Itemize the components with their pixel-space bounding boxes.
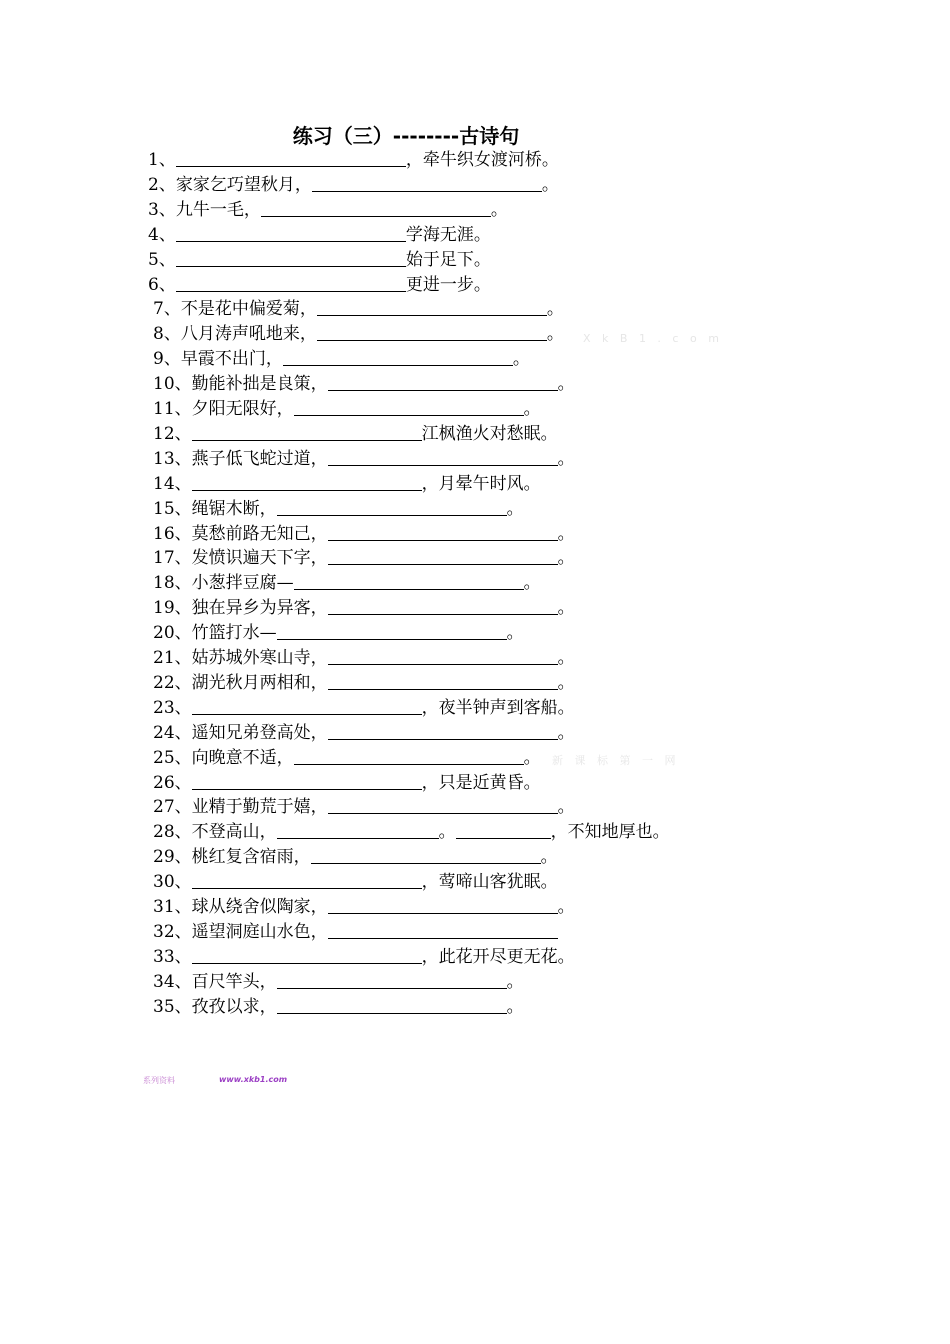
question-item [148, 273, 491, 297]
footer-link[interactable]: www.xkb1.com [219, 1075, 288, 1084]
question-item [153, 472, 541, 496]
answer-blank[interactable] [328, 921, 558, 939]
question-number: 30、 [153, 872, 192, 893]
question-text: 。 [557, 548, 575, 569]
question-text: 。 [490, 199, 508, 220]
question-number: 11、 [153, 399, 192, 419]
question-item [153, 845, 558, 869]
answer-blank[interactable] [277, 498, 507, 516]
question-number: 28、 [153, 822, 192, 843]
question-item [153, 297, 564, 321]
question-item [153, 397, 541, 421]
answer-blank[interactable] [277, 622, 507, 640]
question-text: 向晚意不适， [191, 747, 294, 768]
question-number: 24、 [153, 722, 192, 743]
answer-blank[interactable] [176, 249, 406, 267]
answer-blank[interactable] [192, 473, 422, 491]
question-text: 。 [546, 324, 564, 345]
question-text: 。 [506, 971, 524, 992]
question-number: 18、 [153, 573, 192, 594]
question-item [153, 721, 575, 745]
question-item [153, 895, 575, 919]
question-number: 5、 [148, 249, 176, 270]
question-number: 19、 [153, 598, 192, 619]
answer-blank[interactable] [176, 149, 406, 167]
question-text: ，不知地厚也。 [550, 822, 670, 843]
question-number: 32、 [153, 921, 192, 942]
question-number: 27、 [153, 797, 192, 818]
question-text: 业精于勤荒于嬉， [191, 797, 328, 818]
answer-blank[interactable] [328, 523, 558, 541]
question-text: 。 [557, 523, 575, 544]
question-item [148, 223, 491, 247]
question-item [153, 820, 670, 844]
question-item [153, 746, 541, 770]
question-text: ，莺啼山客犹眠。 [421, 872, 558, 893]
question-item [153, 422, 558, 446]
question-text: 。 [557, 797, 575, 818]
question-item [153, 795, 575, 819]
answer-blank[interactable] [312, 174, 542, 192]
question-item [153, 945, 575, 969]
question-text: 。 [557, 722, 575, 743]
question-item [153, 497, 524, 521]
question-number: 34、 [153, 971, 192, 992]
question-text: ，月晕午时风。 [421, 473, 541, 494]
question-text: 。 [506, 996, 524, 1017]
question-text: 不是花中偏爱菊， [180, 299, 317, 320]
question-number: 3、 [148, 199, 176, 220]
answer-blank[interactable] [176, 274, 406, 292]
question-text: ，只是近黄昏。 [421, 772, 541, 793]
question-number: 16、 [153, 523, 192, 544]
question-text: 。 [512, 349, 530, 370]
question-text: 竹篮打水— [191, 623, 277, 644]
answer-blank[interactable] [283, 348, 513, 366]
question-number: 23、 [153, 697, 192, 718]
question-number: 17、 [153, 548, 192, 569]
question-text: 。 [557, 672, 575, 693]
question-number: 26、 [153, 772, 192, 793]
question-number: 29、 [153, 847, 192, 868]
question-text: 更进一步。 [405, 274, 491, 295]
question-number: 25、 [153, 747, 192, 768]
question-text: 。 [506, 498, 524, 519]
question-item [153, 347, 530, 371]
question-item [148, 248, 491, 272]
answer-blank[interactable] [328, 647, 558, 665]
question-item [153, 671, 575, 695]
question-text: 。 [557, 598, 575, 619]
answer-blank[interactable] [176, 224, 406, 242]
question-item [153, 621, 524, 645]
question-text: 八月涛声吼地来， [180, 324, 317, 345]
question-item [148, 148, 559, 172]
answer-blank[interactable] [261, 199, 491, 217]
answer-blank[interactable] [328, 896, 558, 914]
question-item [153, 447, 575, 471]
question-item [153, 546, 575, 570]
answer-blank[interactable] [317, 298, 547, 316]
answer-blank[interactable] [328, 373, 558, 391]
answer-blank[interactable] [317, 323, 547, 341]
question-item [148, 173, 559, 197]
question-text: 江枫渔火对愁眠。 [421, 423, 558, 444]
worksheet-title: 练习（三）--------古诗句 [292, 124, 520, 148]
question-text: 。 [557, 448, 575, 469]
question-number: 7、 [153, 299, 181, 320]
question-text: 。 [541, 174, 559, 195]
question-item [153, 372, 575, 396]
question-text: 夕阳无限好， [191, 399, 294, 419]
question-text: 。 [506, 623, 524, 644]
answer-blank[interactable] [328, 448, 558, 466]
question-item [153, 322, 564, 346]
question-number: 13、 [153, 448, 192, 469]
answer-blank[interactable] [277, 971, 507, 989]
answer-blank[interactable] [192, 772, 422, 790]
question-text: 遥望洞庭山水色， [191, 921, 328, 942]
question-number: 35、 [153, 996, 192, 1017]
question-text: 。 [540, 847, 558, 868]
question-number: 31、 [153, 897, 192, 917]
question-text: ，此花开尽更无花。 [421, 946, 575, 967]
answer-blank[interactable] [328, 547, 558, 565]
question-text: 学海无涯。 [405, 224, 491, 245]
footer-label: 系列资料 [143, 1076, 175, 1085]
question-number: 8、 [153, 324, 181, 345]
question-number: 10、 [153, 374, 192, 395]
question-item [153, 646, 575, 670]
question-text: 。 [557, 648, 575, 668]
answer-blank[interactable] [294, 398, 524, 416]
question-number: 6、 [148, 274, 176, 295]
question-text: 湖光秋月两相和， [191, 672, 328, 693]
question-text: 。 [523, 399, 541, 419]
answer-blank[interactable] [294, 572, 524, 590]
question-text: 燕子低飞蛇过道， [191, 448, 328, 469]
question-text: 莫愁前路无知己， [191, 523, 328, 544]
answer-blank[interactable] [294, 747, 524, 765]
question-number: 1、 [148, 150, 176, 170]
answer-blank[interactable] [328, 722, 558, 740]
question-item [148, 198, 508, 222]
question-text: 。 [557, 897, 575, 917]
answer-blank[interactable] [277, 821, 439, 839]
answer-blank[interactable] [311, 846, 541, 864]
question-item [153, 870, 558, 894]
question-item [153, 571, 541, 595]
question-text: 小葱拌豆腐— [191, 573, 294, 594]
question-item [153, 696, 575, 720]
question-number: 21、 [153, 648, 192, 668]
question-text: 始于足下。 [405, 249, 491, 270]
question-number: 4、 [148, 224, 176, 245]
question-text: 。 [523, 573, 541, 594]
question-text: 早霞不出门， [180, 349, 283, 370]
question-text: 。 [557, 374, 575, 395]
answer-blank[interactable] [192, 423, 422, 441]
question-text: 桃红复含宿雨， [191, 847, 311, 868]
question-text: 勤能补拙是良策， [191, 374, 328, 395]
question-text: 遥知兄弟登高处， [191, 722, 328, 743]
question-text: 姑苏城外寒山寺， [191, 648, 328, 668]
question-item [153, 995, 524, 1019]
question-text: 孜孜以求， [191, 996, 277, 1017]
answer-blank[interactable] [192, 697, 422, 715]
question-text: ，牵牛织女渡河桥。 [405, 150, 559, 170]
question-text: 家家乞巧望秋月， [175, 174, 312, 195]
answer-blank[interactable] [328, 597, 558, 615]
answer-blank[interactable] [192, 871, 422, 889]
answer-blank[interactable] [192, 946, 422, 964]
question-number: 15、 [153, 498, 192, 519]
question-text: 发愤识遍天下字， [191, 548, 328, 569]
question-text: 百尺竿头， [191, 971, 277, 992]
answer-blank[interactable] [328, 672, 558, 690]
answer-blank[interactable] [277, 996, 507, 1014]
question-text: 。 [523, 747, 541, 768]
question-text: 。 [438, 822, 456, 843]
question-text: 。 [546, 299, 564, 320]
answer-blank[interactable] [328, 796, 558, 814]
question-number: 2、 [148, 174, 176, 195]
question-number: 9、 [153, 349, 181, 370]
question-text: 球从绕舍似陶家， [191, 897, 328, 917]
question-item [153, 920, 558, 944]
question-number: 12、 [153, 423, 192, 444]
question-text: ，夜半钟声到客船。 [421, 697, 575, 718]
watermark-text: X k B 1 . c o m [583, 332, 723, 345]
question-number: 14、 [153, 473, 192, 494]
question-number: 20、 [153, 623, 192, 644]
answer-blank[interactable] [456, 821, 551, 839]
question-number: 33、 [153, 946, 192, 967]
question-text: 九牛一毛， [175, 199, 261, 220]
question-item [153, 771, 541, 795]
question-text: 独在异乡为异客， [191, 598, 328, 619]
question-number: 22、 [153, 672, 192, 693]
question-text: 不登高山， [191, 822, 277, 843]
question-item [153, 596, 575, 620]
question-text: 绳锯木断， [191, 498, 277, 519]
question-item [153, 522, 575, 546]
question-item [153, 970, 524, 994]
watermark-text: 新 课 标 第 一 网 [552, 754, 680, 767]
